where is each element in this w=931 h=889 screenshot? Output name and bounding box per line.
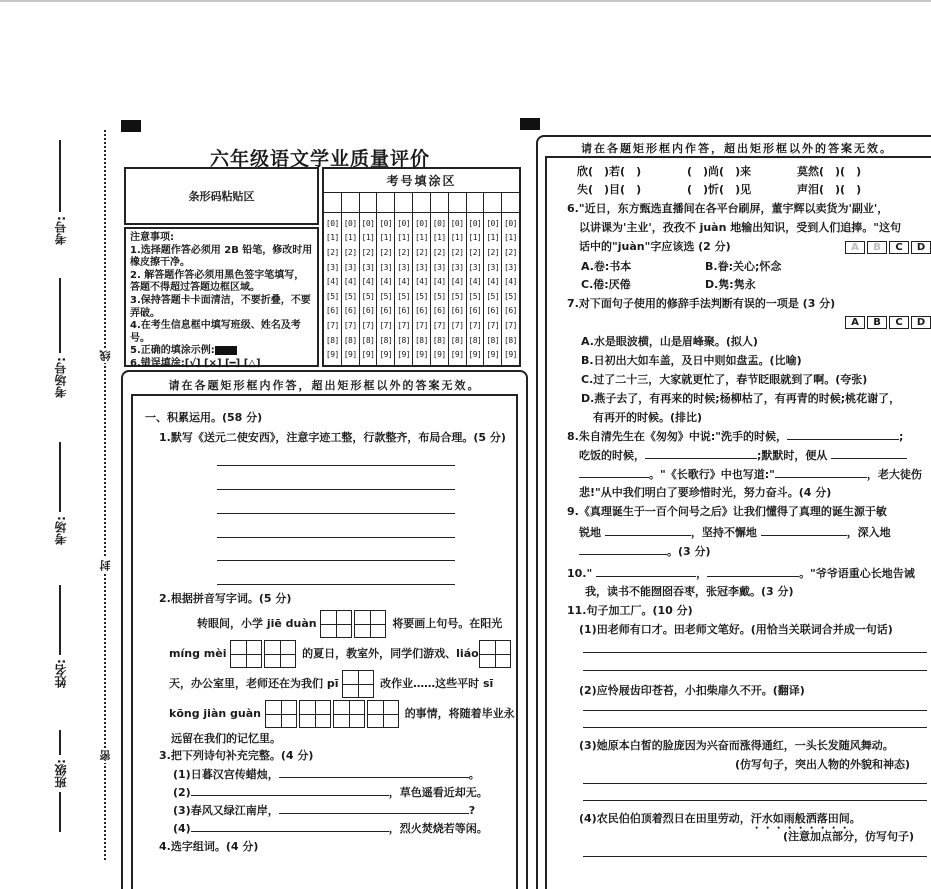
digit-bubble[interactable]: [8]: [414, 335, 428, 345]
q6-option: B.眷:关心;怀念: [705, 260, 782, 273]
digit-bubble[interactable]: [3]: [325, 262, 339, 272]
exam-digit-write-cell[interactable]: [377, 193, 394, 213]
digit-bubble[interactable]: [3]: [468, 262, 482, 272]
char-box[interactable]: [230, 640, 262, 668]
digit-bubble[interactable]: [7]: [343, 320, 357, 330]
field-exam-number[interactable]: [45, 140, 75, 249]
digit-bubble[interactable]: [6]: [468, 306, 482, 316]
digit-bubbles: [342, 213, 359, 365]
digit-bubble[interactable]: [2]: [397, 247, 411, 257]
answer-line[interactable]: [583, 652, 927, 653]
digit-bubble[interactable]: [2]: [468, 247, 482, 257]
digit-bubble[interactable]: [2]: [486, 247, 500, 257]
answer-line[interactable]: [217, 537, 455, 538]
exam-digit-column: [360, 193, 378, 365]
exam-digit-column: [342, 193, 360, 365]
digit-bubble[interactable]: [0]: [486, 218, 500, 228]
pinyin-line: 天，办公室里，老师还在为我们 pī 改作业……这些平时 sī: [169, 669, 493, 699]
digit-bubble[interactable]: [8]: [432, 335, 446, 345]
char-box[interactable]: [320, 610, 352, 638]
seal-mark: 密: [99, 750, 112, 761]
exam-digit-write-cell[interactable]: [467, 193, 484, 213]
digit-bubble[interactable]: [5]: [486, 291, 500, 301]
digit-bubble[interactable]: [6]: [486, 306, 500, 316]
answer-blank[interactable]: [279, 767, 469, 778]
digit-bubble[interactable]: [9]: [343, 350, 357, 360]
digit-bubble[interactable]: [5]: [432, 291, 446, 301]
exam-digit-column: [484, 193, 502, 365]
page-title: 六年级语文学业质量评价: [209, 148, 430, 170]
q7-option: B.日初出大如车盖，及日中则如盘盂。(比喻): [581, 354, 802, 367]
answer-blank[interactable]: [579, 467, 649, 478]
alignment-mark: [520, 118, 540, 130]
digit-bubble[interactable]: [5]: [379, 291, 393, 301]
digit-bubble[interactable]: [9]: [379, 350, 393, 360]
poem-line: (4) ，烈火焚烧若等闲。: [173, 822, 488, 835]
digit-bubble[interactable]: [8]: [343, 335, 357, 345]
digit-bubble[interactable]: [0]: [414, 218, 428, 228]
note-item: 4.在考生信息框中填写班级、姓名及考号。: [130, 320, 301, 344]
notes-box: [124, 227, 319, 367]
answer-blank[interactable]: [787, 429, 899, 440]
answer-blank[interactable]: [831, 448, 907, 459]
answer-line[interactable]: [583, 856, 927, 857]
answer-line[interactable]: [583, 710, 927, 711]
digit-bubble[interactable]: [6]: [361, 306, 375, 316]
note-item: 2. 解答题作答必须用黑色签字笔填写，答题不得超过答题边框区域。: [130, 269, 305, 294]
digit-bubble[interactable]: [7]: [361, 320, 375, 330]
digit-bubble[interactable]: [0]: [450, 218, 464, 228]
q11-sub-4: (4)农民伯伯顶着烈日在田里劳动，汗水如雨般洒落田间。: [579, 812, 861, 825]
question-8: 8.朱自清先生在《匆匆》中说:"洗手的时候， ;: [567, 430, 904, 443]
digit-bubble[interactable]: [2]: [414, 247, 428, 257]
window-top-border: [0, 0, 931, 2]
digit-bubble[interactable]: [4]: [361, 277, 375, 287]
question-7: 7.对下面句子使用的修辞手法判断有误的一项是 (3 分): [567, 297, 836, 310]
digit-bubble[interactable]: [2]: [325, 247, 339, 257]
q6-option: C.倦:厌倦: [581, 278, 631, 291]
field-label: 考场:: [53, 516, 68, 545]
digit-bubble[interactable]: [6]: [414, 306, 428, 316]
digit-bubble[interactable]: [1]: [343, 233, 357, 243]
question-10: 10." ， 。"爷爷语重心长地告诫: [567, 567, 915, 580]
question-2: 2.根据拼音写字词。(5 分): [159, 592, 292, 605]
exam-digit-write-cell[interactable]: [395, 193, 412, 213]
exam-digit-write-cell[interactable]: [484, 193, 501, 213]
digit-bubble[interactable]: [7]: [325, 320, 339, 330]
digit-bubble[interactable]: [7]: [414, 320, 428, 330]
digit-bubble[interactable]: [6]: [504, 306, 517, 316]
q5-row: 欣( )若( ) ( )尚( )来 莫然( )( ): [577, 165, 862, 178]
digit-bubble[interactable]: [4]: [397, 277, 411, 287]
q7-option-boxes: [843, 315, 931, 329]
option-box-a[interactable]: A: [845, 241, 865, 254]
q11-sub-4-note: (注意加点部分，仿写句子): [783, 830, 915, 843]
q11-sub-3: (3)她原本白皙的脸庞因为兴奋而涨得通红，一头长发随风舞动。: [579, 739, 894, 752]
digit-bubble[interactable]: [6]: [379, 306, 393, 316]
seal-mark: 封: [99, 560, 112, 571]
digit-bubble[interactable]: [3]: [486, 262, 500, 272]
q11-sub-3-note: (仿写句子，突出人物的外貌和神态): [735, 758, 911, 771]
digit-bubble[interactable]: [7]: [504, 320, 517, 330]
question-6-text: 话中的"juàn"字应该选 (2 分): [579, 240, 731, 253]
binding-margin: [0, 130, 125, 865]
digit-bubble[interactable]: [4]: [343, 277, 357, 287]
digit-bubble[interactable]: [1]: [468, 233, 482, 243]
digit-bubble[interactable]: [3]: [504, 262, 517, 272]
digit-bubbles: [502, 213, 519, 365]
digit-bubble[interactable]: [5]: [414, 291, 428, 301]
note-item: 5.正确的填涂示例:: [130, 345, 313, 358]
question-9-text: 锐地 ，坚持不懈地 ，深入地: [579, 526, 891, 539]
digit-bubble[interactable]: [1]: [450, 233, 464, 243]
answer-blank[interactable]: [761, 525, 847, 536]
exam-digit-columns: [324, 193, 519, 365]
digit-bubble[interactable]: [4]: [414, 277, 428, 287]
digit-bubble[interactable]: [0]: [397, 218, 411, 228]
answer-blank[interactable]: [596, 566, 696, 577]
question-6: 6."近日，东方甄选直播间在各平台刷屏，董宇辉以卖货为'副业'，: [567, 202, 889, 215]
digit-bubble[interactable]: [3]: [432, 262, 446, 272]
digit-bubble[interactable]: [7]: [432, 320, 446, 330]
answer-blank[interactable]: [579, 544, 667, 555]
fill-sample-icon: [215, 346, 237, 355]
digit-bubble[interactable]: [8]: [325, 335, 339, 345]
digit-bubble[interactable]: [9]: [361, 350, 375, 360]
q6-option: A.卷:书本: [581, 260, 632, 273]
digit-bubble[interactable]: [8]: [450, 335, 464, 345]
question-4: 4.选字组词。(4 分): [159, 840, 259, 853]
answer-blank[interactable]: [191, 821, 389, 832]
q11-sub-2: (2)应怜屐齿印苍苔，小扣柴扉久不开。(翻译): [579, 684, 805, 697]
answer-blank[interactable]: [775, 467, 867, 478]
digit-bubble[interactable]: [9]: [432, 350, 446, 360]
digit-bubble[interactable]: [1]: [414, 233, 428, 243]
q6-option: D.隽:隽永: [705, 278, 756, 291]
digit-bubble[interactable]: [0]: [325, 218, 339, 228]
digit-bubble[interactable]: [5]: [325, 291, 339, 301]
digit-bubbles: [484, 213, 501, 365]
question-3: 3.把下列诗句补充完整。(4 分): [159, 749, 314, 762]
digit-bubbles: [377, 213, 394, 365]
digit-bubble[interactable]: [0]: [379, 218, 393, 228]
answer-frame-right: [536, 135, 931, 889]
digit-bubble[interactable]: [5]: [504, 291, 517, 301]
answer-banner: 请在各题矩形框内作答，超出矩形框以外的答案无效。: [581, 142, 893, 155]
char-box[interactable]: [299, 700, 331, 728]
exam-digit-column: [324, 193, 342, 365]
digit-bubble[interactable]: [1]: [361, 233, 375, 243]
digit-bubble[interactable]: [2]: [343, 247, 357, 257]
barcode-area-label: 条形码粘贴区: [188, 190, 255, 203]
digit-bubble[interactable]: [0]: [468, 218, 482, 228]
answer-frame-left: [121, 370, 528, 889]
digit-bubble[interactable]: [5]: [450, 291, 464, 301]
digit-bubbles: [413, 213, 430, 365]
digit-bubble[interactable]: [5]: [343, 291, 357, 301]
digit-bubbles: [431, 213, 448, 365]
q7-option: A.水是眼波横，山是眉峰聚。(拟人): [581, 335, 758, 348]
char-box[interactable]: [479, 640, 511, 668]
question-11: 11.句子加工厂。(10 分): [567, 604, 693, 617]
option-box-b[interactable]: B: [867, 316, 887, 329]
answer-line[interactable]: [583, 670, 927, 671]
digit-bubble[interactable]: [4]: [432, 277, 446, 287]
q5-row: 失( )目( ) ( )忻( )见 声泪( )( ): [577, 183, 862, 196]
digit-bubble[interactable]: [1]: [504, 233, 517, 243]
question-8-text: 吃饭的时候， ;默默时，便从: [579, 448, 907, 463]
digit-bubble[interactable]: [9]: [414, 350, 428, 360]
digit-bubble[interactable]: [8]: [504, 335, 517, 345]
answer-blank[interactable]: [279, 803, 469, 814]
digit-bubble[interactable]: [4]: [379, 277, 393, 287]
exam-digit-column: [449, 193, 467, 365]
question-8-text: 悲!"从中我们明白了要珍惜时光，努力奋斗。(4 分): [579, 486, 832, 499]
pinyin-line: 远留在我们的记忆里。: [171, 732, 281, 745]
char-box[interactable]: [333, 700, 365, 728]
seal-mark: 线: [99, 350, 112, 361]
answer-blank[interactable]: [605, 525, 691, 536]
digit-bubble[interactable]: [7]: [397, 320, 411, 330]
poem-line: (2) ，草色遥看近却无。: [173, 786, 488, 799]
digit-bubble[interactable]: [2]: [432, 247, 446, 257]
note-item: 3.保持答题卡卡面清洁，不要折叠，不要弄破。: [130, 294, 311, 319]
digit-bubble[interactable]: [0]: [432, 218, 446, 228]
field-name[interactable]: [45, 585, 75, 692]
exam-digit-write-cell[interactable]: [449, 193, 466, 213]
digit-bubbles: [360, 213, 377, 365]
q6-option-boxes: [843, 240, 931, 254]
answer-banner: 请在各题矩形框内作答，超出矩形框以外的答案无效。: [168, 379, 481, 392]
digit-bubble[interactable]: [5]: [468, 291, 482, 301]
digit-bubble[interactable]: [2]: [504, 247, 517, 257]
exam-digit-column: [467, 193, 485, 365]
exam-digit-write-cell[interactable]: [360, 193, 377, 213]
digit-bubbles: [324, 213, 341, 365]
digit-bubble[interactable]: [1]: [432, 233, 446, 243]
option-box-b[interactable]: B: [867, 241, 887, 254]
digit-bubble[interactable]: [1]: [379, 233, 393, 243]
digit-bubbles: [395, 213, 412, 365]
digit-bubble[interactable]: [6]: [397, 306, 411, 316]
field-label: 姓名:: [53, 659, 68, 688]
digit-bubble[interactable]: [5]: [361, 291, 375, 301]
field-label: 考场号:: [53, 357, 68, 398]
digit-bubble[interactable]: [8]: [468, 335, 482, 345]
digit-bubble[interactable]: [8]: [361, 335, 375, 345]
q7-option: D.燕子去了，有再来的时候;杨柳枯了，有再青的时候;桃花谢了，: [581, 392, 901, 405]
digit-bubble[interactable]: [3]: [343, 262, 357, 272]
q7-option: C.过了二十三，大家就更忙了，春节眨眼就到了啊。(夸张): [581, 373, 868, 386]
field-exam-room-number[interactable]: [45, 278, 75, 402]
exam-digit-column: [413, 193, 431, 365]
note-item: 1.选择题作答必须用 2B 铅笔，修改时用橡皮擦干净。: [130, 244, 313, 269]
poem-line: (3)春风又绿江南岸， ?: [173, 804, 476, 817]
exam-digit-column: [431, 193, 449, 365]
exam-digit-write-cell[interactable]: [413, 193, 430, 213]
char-box[interactable]: [354, 610, 386, 638]
answer-blank[interactable]: [191, 785, 389, 796]
char-box[interactable]: [265, 700, 297, 728]
digit-bubble[interactable]: [7]: [450, 320, 464, 330]
poem-line: (1)日暮汉宫传蜡烛， 。: [173, 768, 480, 781]
pinyin-line: 转眼间，小学 jiē duàn 将要画上句号。在阳光: [197, 609, 502, 639]
answer-area-left: [131, 394, 518, 889]
digit-bubble[interactable]: [2]: [361, 247, 375, 257]
q7-option: 有再开的时候。(排比): [593, 411, 703, 424]
question-8-text: 。"《长歌行》中也写道:" ，老大徒伤: [579, 467, 922, 482]
answer-line[interactable]: [583, 800, 927, 801]
digit-bubble[interactable]: [3]: [361, 262, 375, 272]
barcode-area: [124, 167, 319, 225]
answer-blank[interactable]: [707, 566, 799, 577]
digit-bubble[interactable]: [7]: [486, 320, 500, 330]
question-10-text: 我，读书不能囫囵吞枣，张冠李戴。(3 分): [585, 585, 794, 598]
digit-bubble[interactable]: [3]: [397, 262, 411, 272]
section-heading: 一、积累运用。(58 分): [145, 411, 263, 424]
digit-bubbles: [449, 213, 466, 365]
question-9-text: 。(3 分): [579, 544, 711, 559]
exam-digit-write-cell[interactable]: [342, 193, 359, 213]
exam-digit-column: [377, 193, 395, 365]
char-box[interactable]: [264, 640, 296, 668]
digit-bubble[interactable]: [6]: [325, 306, 339, 316]
question-1: 1.默写《送元二使安西》，注意字迹工整，行款整齐，布局合理。(5 分): [159, 431, 506, 444]
digit-bubble[interactable]: [0]: [361, 218, 375, 228]
field-label: 班级:: [53, 759, 68, 788]
digit-bubble[interactable]: [0]: [504, 218, 517, 228]
digit-bubble[interactable]: [2]: [379, 247, 393, 257]
exam-digit-column: [395, 193, 413, 365]
option-box-d[interactable]: D: [911, 316, 931, 329]
digit-bubble[interactable]: [9]: [450, 350, 464, 360]
digit-bubble[interactable]: [9]: [325, 350, 339, 360]
digit-bubble[interactable]: [6]: [343, 306, 357, 316]
pinyin-line: kōng jiàn guàn 的事情，将随着毕业永: [169, 699, 515, 729]
option-box-a[interactable]: A: [845, 316, 865, 329]
answer-line[interactable]: [217, 465, 455, 466]
digit-bubble[interactable]: [4]: [450, 277, 464, 287]
exam-number-grid: [322, 167, 521, 367]
digit-bubble[interactable]: [3]: [379, 262, 393, 272]
digit-bubble[interactable]: [4]: [486, 277, 500, 287]
digit-bubble[interactable]: [8]: [379, 335, 393, 345]
digit-bubble[interactable]: [9]: [397, 350, 411, 360]
digit-bubble[interactable]: [0]: [343, 218, 357, 228]
exam-number-header: 考号填涂区: [324, 169, 519, 193]
option-box-d[interactable]: D: [911, 241, 931, 254]
answer-line[interactable]: [217, 489, 455, 490]
digit-bubble[interactable]: [8]: [397, 335, 411, 345]
option-box-c[interactable]: C: [889, 241, 909, 254]
digit-bubble[interactable]: [1]: [397, 233, 411, 243]
answer-area-right: [545, 156, 931, 889]
digit-bubble[interactable]: [1]: [325, 233, 339, 243]
field-class[interactable]: [45, 730, 75, 832]
answer-line[interactable]: [217, 584, 455, 585]
exam-digit-column: [502, 193, 519, 365]
alignment-mark: [121, 120, 141, 132]
digit-bubble[interactable]: [4]: [468, 277, 482, 287]
answer-line[interactable]: [217, 560, 455, 561]
digit-bubble[interactable]: [6]: [432, 306, 446, 316]
digit-bubble[interactable]: [4]: [325, 277, 339, 287]
field-label: 考号:: [53, 216, 68, 245]
char-box[interactable]: [367, 700, 399, 728]
exam-digit-write-cell[interactable]: [431, 193, 448, 213]
digit-bubble[interactable]: [1]: [486, 233, 500, 243]
question-9: 9.《真理诞生于一百个问号之后》让我们懂得了真理的诞生源于敏: [567, 505, 887, 518]
digit-bubbles: [467, 213, 484, 365]
digit-bubble[interactable]: [8]: [486, 335, 500, 345]
digit-bubble[interactable]: [4]: [504, 277, 517, 287]
digit-bubble[interactable]: [6]: [450, 306, 464, 316]
digit-bubble[interactable]: [9]: [486, 350, 500, 360]
answer-line[interactable]: [583, 783, 927, 784]
pinyin-line: míng mèi 的夏日，教室外，同学们游戏、liáo: [169, 639, 513, 669]
note-item: 6.错误填涂:[√] [×] [━] [△]: [130, 357, 261, 369]
question-6-text: 以讲课为'主业'，孜孜不 juàn 地输出知识，受到人们追捧。"这句: [579, 221, 901, 234]
exam-digit-write-cell[interactable]: [502, 193, 519, 213]
answer-line[interactable]: [217, 513, 455, 514]
answer-blank[interactable]: [645, 448, 757, 459]
digit-bubble[interactable]: [9]: [468, 350, 482, 360]
char-box[interactable]: [342, 670, 374, 698]
digit-bubble[interactable]: [7]: [468, 320, 482, 330]
exam-digit-write-cell[interactable]: [324, 193, 341, 213]
digit-bubble[interactable]: [9]: [504, 350, 517, 360]
digit-bubble[interactable]: [3]: [414, 262, 428, 272]
q11-sub-1: (1)田老师有口才。田老师文笔好。(用恰当关联词合并成一句话): [579, 623, 893, 636]
notes-heading: 注意事项:: [130, 232, 174, 243]
digit-bubble[interactable]: [2]: [450, 247, 464, 257]
digit-bubble[interactable]: [3]: [450, 262, 464, 272]
digit-bubble[interactable]: [7]: [379, 320, 393, 330]
field-exam-site[interactable]: [45, 442, 75, 549]
answer-line[interactable]: [583, 727, 927, 728]
digit-bubble[interactable]: [5]: [397, 291, 411, 301]
option-box-c[interactable]: C: [889, 316, 909, 329]
